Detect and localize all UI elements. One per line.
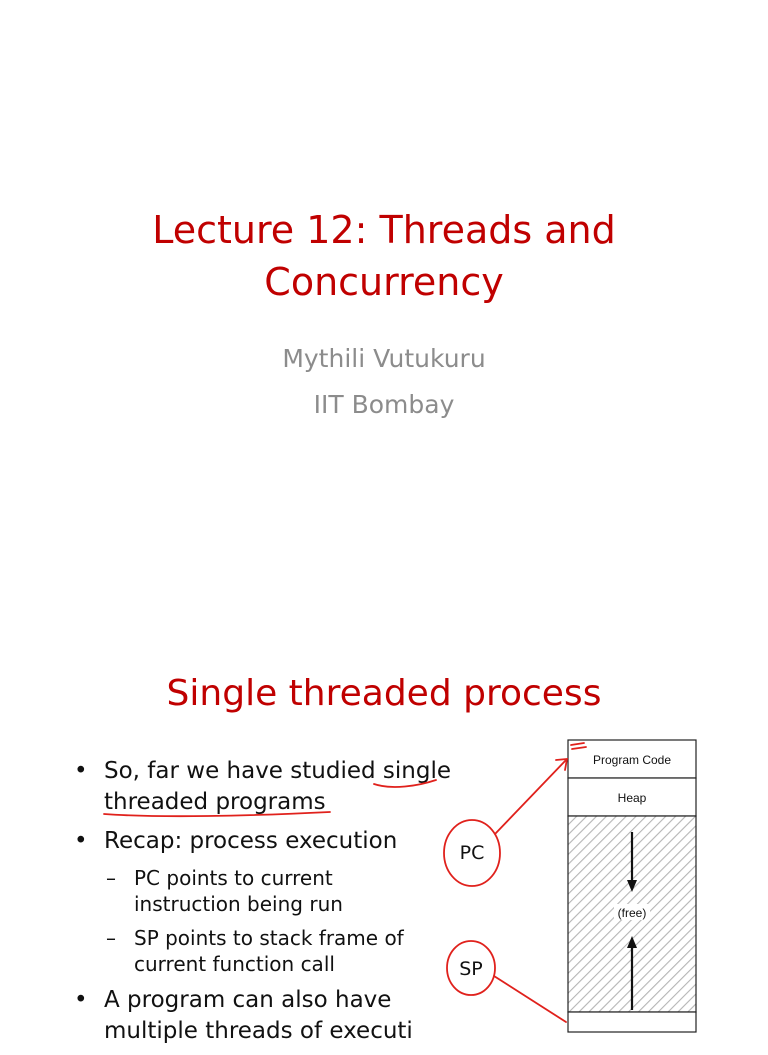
lecture-title-line1: Lecture 12: Threads and [152,208,616,252]
program-code-label: Program Code [592,753,672,767]
sub-bullet-line: current function call [134,952,335,976]
underline-annotation [374,780,436,787]
lecture-subtitle [0,336,768,428]
bullet-line: • Recap: process execution [104,828,398,854]
author-name: Mythili Vutukuru [282,344,486,373]
sp-annotation: SP [459,958,483,980]
address-space-diagram [0,620,768,1024]
lecture-title-line2: Concurrency [264,260,504,304]
slide-title: Single threaded process [166,673,602,714]
bullet-line: threaded programs [104,789,326,815]
heap-label: Heap [617,791,647,805]
content-slide [0,620,768,1044]
sp-arrow-annotation [494,976,566,1022]
free-label: (free) [617,906,647,920]
sub-bullet-line: instruction being run [134,892,343,916]
pc-annotation: PC [459,842,485,864]
bullet-line: • A program can also have [104,987,392,1013]
bullet-line: • So, far we have studied single [104,758,451,784]
sub-bullet-line: – PC points to current [134,866,333,890]
pc-arrow-annotation [495,760,566,834]
bullet-line: multiple threads of executi [104,1018,413,1044]
institution-name: IIT Bombay [313,390,455,419]
sub-bullet-line: – SP points to stack frame of [134,926,404,950]
lecture-title [0,204,768,308]
